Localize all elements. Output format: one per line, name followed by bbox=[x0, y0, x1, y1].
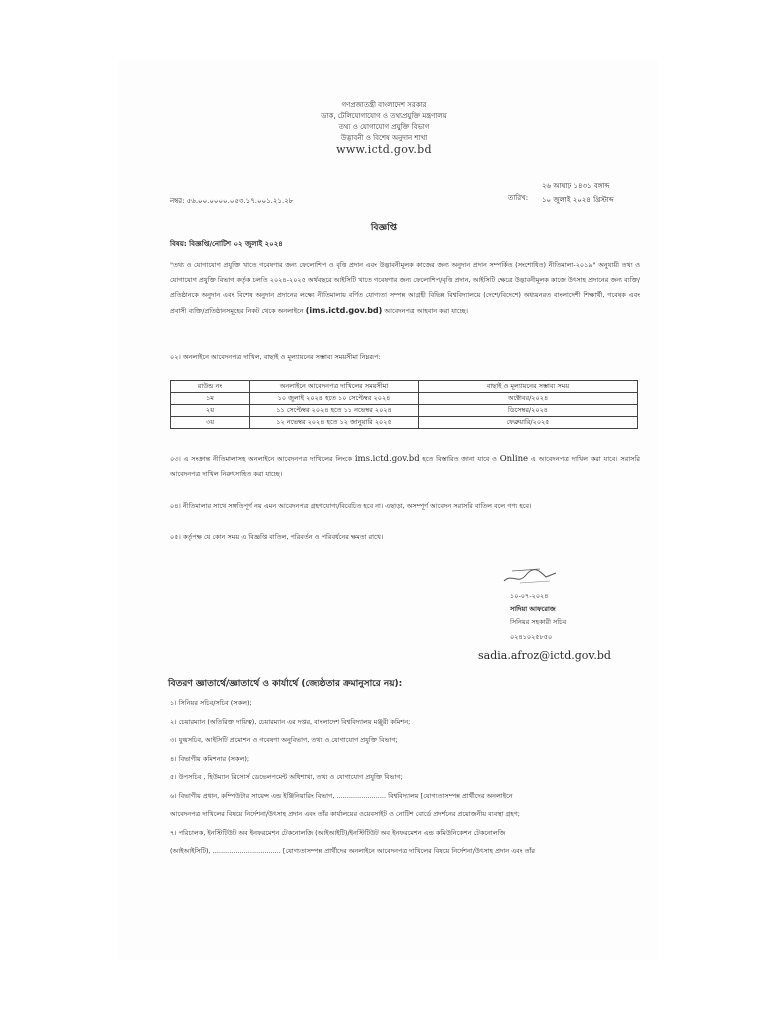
date-values bbox=[542, 181, 614, 205]
list-item: ৩। যুগ্মসচিব, আইসিটি প্রমোশন ও গবেষণা অনুবিভাগ, তথ্য ও যোগাযোগ প্রযুক্তি বিভাগ; bbox=[170, 736, 398, 744]
signatory-phone: ০২৪১০২৫৮৫০ bbox=[510, 633, 553, 641]
list-item: ৪। বিভাগীয় কমিশনার (সকল); bbox=[170, 754, 250, 763]
branch-name: উদ্ভাবনী ও বিশেষ অনুদান শাখা bbox=[340, 134, 428, 142]
distribution-title: বিতরণ জ্ঞাতার্থে/জ্ঞাতার্থে ও কার্যার্থে (জ্যেষ্ঠতার ক্রমানুসারে নয়): bbox=[168, 679, 403, 689]
signatory-designation: সিনিয়র সহকারী সচিব bbox=[510, 618, 567, 626]
header-round: রাউন্ড নং bbox=[171, 381, 250, 393]
paragraph-2: ০২। অনলাইনে আবেদনপত্র দাখিল, বাছাই ও মূল্যায়নের সম্ভাব্য সময়সীমা নিম্নরূপ: bbox=[170, 353, 381, 361]
signature-block bbox=[510, 590, 566, 644]
notice-title: বিজ্ঞপ্তি bbox=[370, 223, 398, 233]
list-item: (আইআইসিটি), ................................. [যোগ্যতাসম্পন্ন প্রার্থীদের অনলাইনে আবেদনপত্র দাখিলের বিষয়ে নির্দেশনা/উৎসাহ প্রদান এবং তাঁর bbox=[170, 847, 535, 855]
round-cell: ২য় bbox=[171, 405, 250, 417]
paragraph-1-text: "তথ্য ও যোগাযোগ প্রযুক্তি খাতে গবেষণার জন্য ফেলোশিপ ও বৃত্তি প্রদান এবং উদ্ভাবনীমূলক কাজের জন্য অনুদান প্রদান সম্পর্কিত (সংশোধিত) নীতিমালা-২০১৯" অনুযায়ী তথ্য ও যোগাযোগ প্রযুক্তি বিভাগ কর্তৃক চলতি ২০২৪-২০২৫ অর্থবছরে আইসিটি খাতে গবেষণার জন্য ফেলোশিপ/বৃত্তি প্রদান, আইসিটি ক্ষেত্রে উদ্ভাবনীমূলক কাজে উৎসাহ প্রদানের জন্য ব্যক্তি/প্রতিষ্ঠানকে অনুদান এবং বিশেষ অনুদান প্রদানের লক্ষ্যে নীতিমালায় বর্ণিত যোগ্যতা সম্পন্ন আগ্রহী বিভিন্ন বিশ্ববিদ্যালয়ে (দেশে/বিদেশে) অধ্যয়নরত বাংলাদেশী শিক্ষার্থী, গবেষক এবং প্রবাসী ব্যক্তি/প্রতিষ্ঠানসমূহের নিকট থেকে অনলাইনে bbox=[170, 261, 640, 315]
memo-number: নম্বর: ৫৬.০০.০০০০.০৫৩.১৭.০০১.২১.২৮ bbox=[170, 197, 294, 205]
website-link[interactable]: www.ictd.gov.bd bbox=[336, 143, 432, 156]
date-label: তারিখ: bbox=[508, 194, 529, 202]
govt-name: গণপ্রজাতন্ত্রী বাংলাদেশ সরকার bbox=[341, 101, 427, 109]
submission-cell: ১০ জুলাই ২০২৪ হতে ১০ সেপ্টেম্বর ২০২৪ bbox=[250, 393, 419, 405]
list-item: ৬। বিভাগীয় প্রধান, কম্পিউটার সায়েন্স এন্ড ইঞ্জিনিয়ারিং বিভাগ, ........................ বিশ্ববিদ্যালয় [যোগ্যতাসম্পন্ন প্রার্থীদের অনলাইনে bbox=[170, 791, 513, 800]
paragraph-1-end: আবেদনপত্র আহবান করা যাচ্ছে। bbox=[382, 307, 468, 315]
paragraph-3-b: হতে বিস্তারিত জানা যাবে ও bbox=[419, 455, 500, 463]
signatory-email[interactable]: sadia.afroz@ictd.gov.bd bbox=[478, 649, 611, 662]
online-label: Online bbox=[499, 454, 529, 464]
table-row bbox=[171, 393, 638, 405]
paragraph-3-c: এ আবেদনপত্র দাখিল করা যাবে। সরাসরি আবেদনপত্র দাখিল নিরুৎসাহিত করা যাচ্ছে। bbox=[170, 455, 640, 478]
round-cell: ৩য় bbox=[171, 417, 250, 429]
division-name: তথ্য ও যোগাযোগ প্রযুক্তি বিভাগ bbox=[338, 123, 430, 131]
letterhead bbox=[0, 100, 768, 155]
paragraph-3-a: ০৩। এ সংক্রান্ত নীতিমালাসহ অনলাইনে আবেদনপত্র দাখিলের লিংকে bbox=[170, 455, 355, 463]
round-cell: ১ম bbox=[171, 393, 250, 405]
table-row bbox=[171, 417, 638, 429]
notice-subject: বিষয়: বিজ্ঞপ্তি/নোটিশ ০২ জুলাই ২০২৪ bbox=[170, 240, 283, 248]
list-item: ৫। উপসচিব , হিউম্যান রিসোর্স ডেভেলপমেন্ট অধিশাখা, তথ্য ও যোগাযোগ প্রযুক্তি বিভাগ; bbox=[170, 773, 403, 781]
list-item: আবেদনপত্র দাখিলের বিষয়ে নির্দেশনা/উৎসাহ প্রদান এবং তাঁর কার্যালয়ের ওয়েবসাইট ও নোটিশ বোর্ডে প্রদর্শনের প্রয়োজনীয় ব্যবস্থা গ্রহণ; bbox=[170, 810, 520, 818]
portal-url-link[interactable]: ims.ictd.gov.bd bbox=[354, 454, 420, 464]
distribution-list bbox=[170, 694, 640, 861]
header-evaluation: বাছাই ও মূল্যায়নের সম্ভাব্য সময় bbox=[419, 381, 638, 393]
table-row bbox=[171, 405, 638, 417]
evaluation-cell: অক্টোবর/২০২৪ bbox=[419, 393, 638, 405]
paragraph-4: ০৪। নীতিমালার সাথে সঙ্গতিপূর্ণ নয় এমন আবেদনপত্র গ্রহণযোগ্য/বিবেচিত হবে না। এছাড়া, অসম্পূর্ণ আবেদন সরাসরি বাতিল বলে গণ্য হবে। bbox=[170, 502, 532, 510]
schedule-table bbox=[170, 380, 638, 429]
evaluation-cell: ডিসেম্বর/২০২৪ bbox=[419, 405, 638, 417]
list-item: ২। চেয়ারম্যান (অতিরিক্ত দায়িত্ব), চেয়ারম্যান এর দপ্তর, বাংলাদেশ বিশ্ববিদ্যালয় মঞ্জুরী কমিশন; bbox=[170, 717, 411, 726]
paragraph-3 bbox=[170, 452, 640, 482]
submission-cell: ১২ নভেম্বর ২০২৪ হতে ১২ জানুয়ারি ২০২৫ bbox=[250, 417, 419, 429]
signature-mark bbox=[500, 565, 560, 587]
ministry-name: ডাক, টেলিযোগাযোগ ও তথ্যপ্রযুক্তি মন্ত্রণালয় bbox=[321, 112, 447, 120]
evaluation-cell: ফেব্রুয়ারি/২০২৫ bbox=[419, 417, 638, 429]
date-bangla: ২৬ আষাঢ় ১৪৩১ বঙ্গাব্দ bbox=[542, 182, 610, 190]
header-submission: অনলাইনে আবেদনপত্র দাখিলের সময়সীমা bbox=[250, 381, 419, 393]
table-header-row bbox=[171, 381, 638, 393]
submission-cell: ১১ সেপ্টেম্বর ২০২৪ হতে ১১ নভেম্বর ২০২৪ bbox=[250, 405, 419, 417]
signature-date: ১০-০৭-২০২৪ bbox=[510, 592, 549, 600]
signatory-name: সাদিয়া আফরোজ bbox=[510, 605, 556, 613]
portal-link[interactable]: (ims.ictd.gov.bd) bbox=[305, 306, 383, 315]
list-item: ১। সিনিয়র সচিব/সচিব (সকল); bbox=[170, 699, 252, 707]
date-english: ১০ জুলাই ২০২৪ খ্রিস্টাব্দ bbox=[542, 196, 614, 204]
paragraph-5: ০৫। কর্তৃপক্ষ যে কোন সময় এ বিজ্ঞপ্তি বাতিল, পরিবর্তন ও পরিবর্ধনের ক্ষমতা রাখে। bbox=[170, 533, 384, 541]
paragraph-1 bbox=[170, 258, 640, 319]
list-item: ৭। পরিচালক, ইনস্টিটিউট অব ইনফরমেশন টেকনোলজি (আইআইটি)/ইনস্টিটিউট অব ইনফরমেশন এন্ড কমিউনিকেশন টেকনোলজি bbox=[170, 828, 506, 837]
